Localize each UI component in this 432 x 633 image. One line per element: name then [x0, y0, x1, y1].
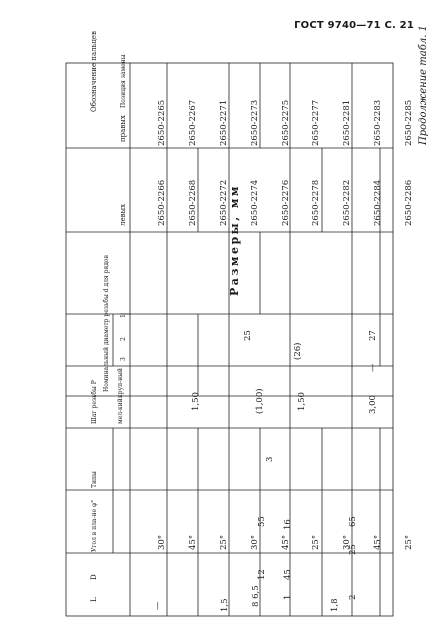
col-angle: Угол в пла-не φ° — [91, 499, 98, 552]
row-angle: 30° — [342, 534, 352, 550]
D-55: 55 — [257, 516, 267, 527]
col-D: D — [90, 574, 98, 580]
row-left-designation: 2650-2278 — [311, 179, 321, 226]
d3-value: 25 — [243, 330, 253, 341]
types-3: 3 — [265, 456, 275, 462]
row-right-designation: 2650-2271 — [219, 99, 229, 146]
col-right: правых — [119, 115, 127, 142]
row-left-designation: 2650-2268 — [188, 179, 198, 226]
fine-100: (1,00) — [255, 388, 265, 414]
L-25: 25 — [348, 544, 358, 555]
row-left-designation: 2650-2276 — [281, 179, 291, 226]
row-right-designation: 2650-2285 — [404, 99, 414, 146]
page-header: ГОСТ 9740—71 С. 21 — [294, 20, 414, 31]
row-angle: 25° — [311, 534, 321, 550]
continuation-label: Продолжение табл. 1 — [418, 25, 429, 145]
row-angle: 45° — [188, 534, 198, 550]
col-types: Типы — [91, 471, 98, 488]
row-angle: 25° — [404, 534, 414, 550]
D-65: 65 — [348, 516, 358, 527]
row-right-designation: 2650-2267 — [188, 99, 198, 146]
row-left-designation: 2650-2284 — [373, 179, 383, 226]
d2-value-27: 27 — [368, 330, 378, 341]
e-1: 1 — [283, 594, 293, 600]
L-16: 16 — [283, 519, 293, 530]
row-left-designation: 2650-2282 — [342, 179, 352, 226]
coarse-300: 3,00 — [368, 395, 378, 414]
row-left-designation: 2650-2274 — [250, 179, 260, 226]
row-angle: 45° — [373, 534, 383, 550]
col-row1: 1 — [120, 314, 127, 318]
col-pitch: Шаг резьбы P — [91, 380, 98, 424]
row-right-designation: 2650-2265 — [157, 99, 167, 146]
row-right-designation: 2650-2273 — [250, 99, 260, 146]
fine-150-a: 1,50 — [191, 392, 201, 411]
col-coarse: круп-ный — [117, 368, 124, 398]
row-right-designation: 2650-2281 — [342, 99, 352, 146]
b-dash: — — [153, 601, 163, 610]
row-left-designation: 2650-2286 — [404, 179, 414, 226]
col-row2: 2 — [120, 337, 127, 341]
row-angle: 25° — [219, 534, 229, 550]
row-angle: 45° — [281, 534, 291, 550]
row-angle: 30° — [157, 534, 167, 550]
col-designation: Обозначение пальцев — [90, 31, 98, 112]
c-18: 1,8 — [330, 598, 340, 612]
table-title: Размеры, мм — [228, 184, 241, 296]
d1-865: 8 6,5 — [251, 585, 261, 607]
col-row3: 3 — [120, 357, 127, 361]
row-angle: 30° — [250, 534, 260, 550]
d2-value-26: (26) — [293, 342, 303, 360]
row-left-designation: 2650-2266 — [157, 179, 167, 226]
row-right-designation: 2650-2277 — [311, 99, 321, 146]
col-nominal: Номинальный диаметр резьбы d для рядов — [103, 255, 110, 392]
e-2: 2 — [348, 594, 358, 600]
l-12: 12 — [257, 569, 267, 580]
row-left-designation: 2650-2272 — [219, 179, 229, 226]
d-dash: — — [368, 363, 378, 372]
row-right-designation: 2650-2275 — [281, 99, 291, 146]
col-replacement: Позиция замены — [120, 54, 127, 108]
c-15: 1,5 — [220, 598, 230, 612]
col-L: L — [90, 597, 98, 602]
col-left: левых — [119, 203, 127, 226]
col-fine: мел-кий — [117, 398, 124, 424]
D1-45: 45 — [283, 569, 293, 580]
row-right-designation: 2650-2283 — [373, 99, 383, 146]
fine-150-b: 1,50 — [297, 392, 307, 411]
